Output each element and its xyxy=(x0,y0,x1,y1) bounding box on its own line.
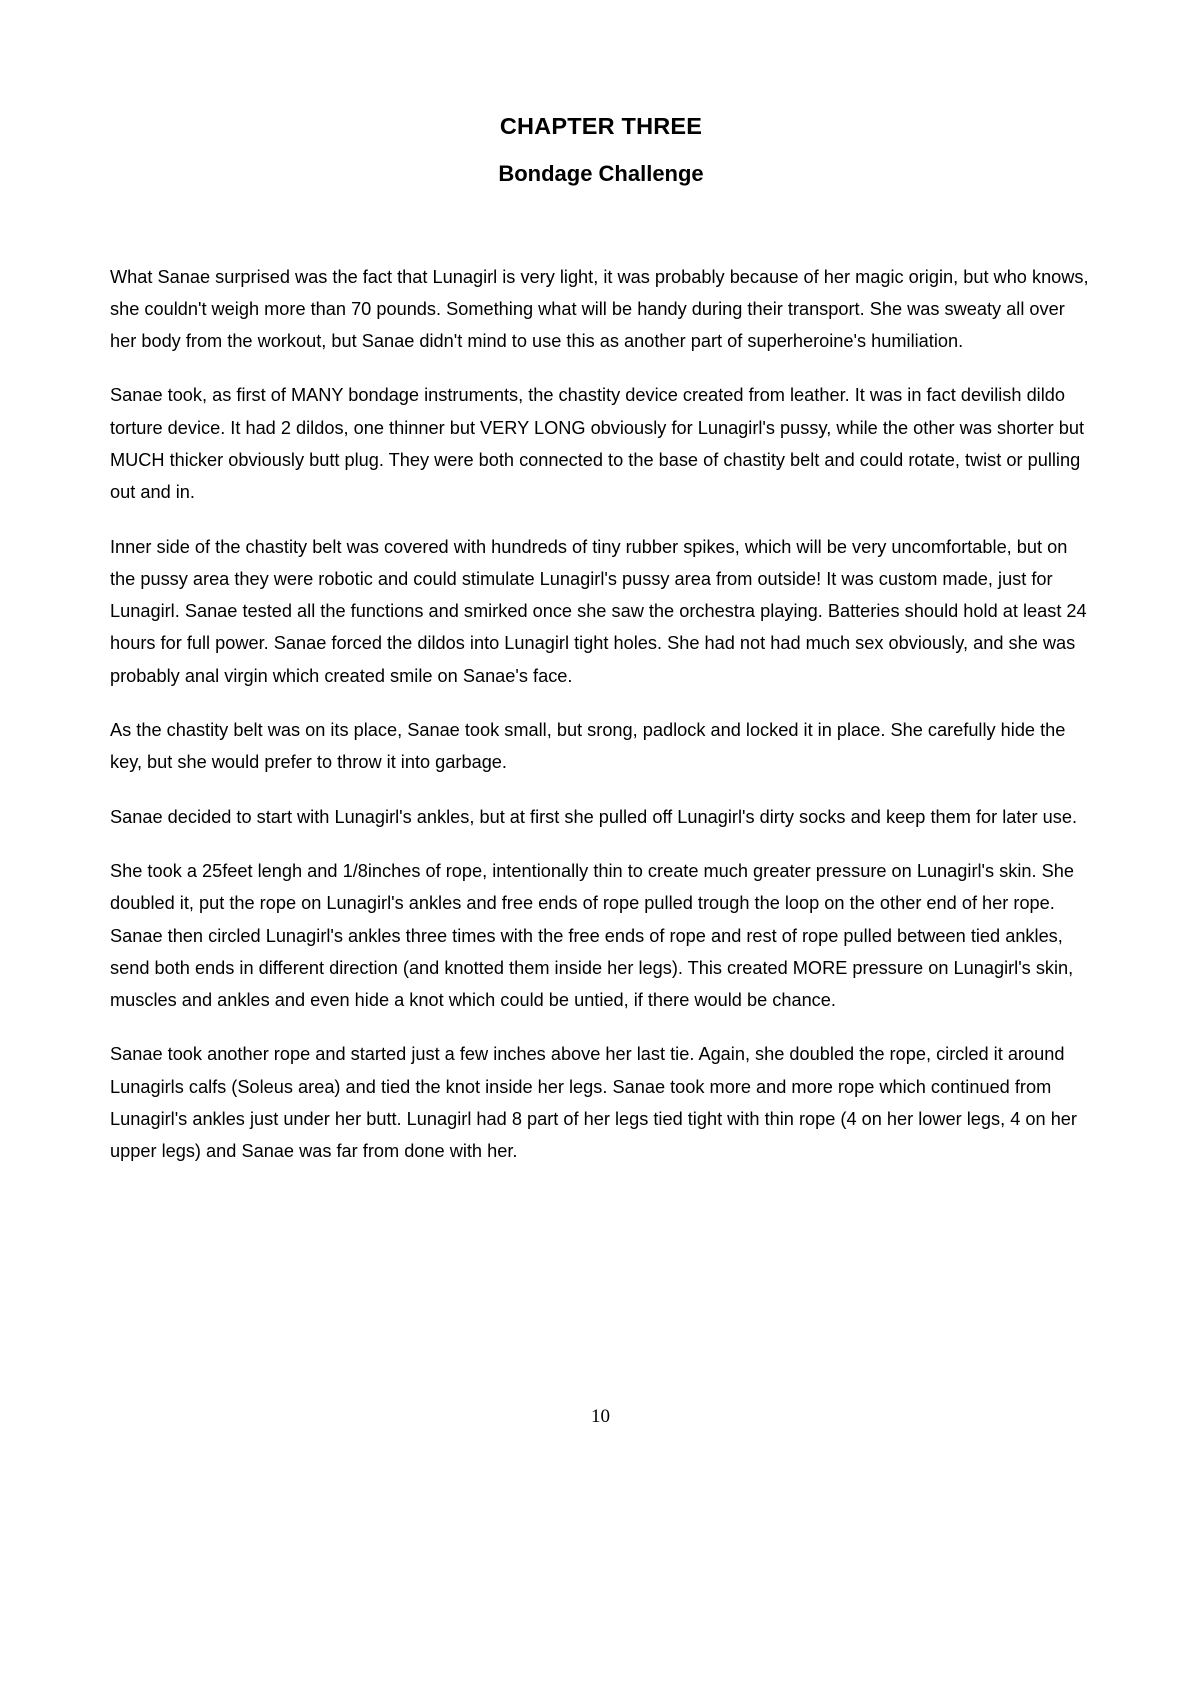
chapter-subtitle: Bondage Challenge xyxy=(498,160,704,186)
paragraph: As the chastity belt was on its place, Sanae took small, but srong, padlock and locked it in place. She carefully hide the key, but she would prefer to throw it into garbage. xyxy=(110,720,1066,773)
page-content xyxy=(110,0,1092,1168)
paragraph: Sanae decided to start with Lunagirl's ankles, but at first she pulled off Lunagirl's dirty socks and keep them for later use. xyxy=(110,806,1078,827)
paragraph: Inner side of the chastity belt was covered with hundreds of tiny rubber spikes, which will be very uncomfortable, but on the pussy area they were robotic and could stimulate Lunagirl's pussy area from outside! It was custom made, just for Lunagirl. Sanae tested all the functions and smirked once she saw the orchestra playing. Batteries should hold at least 24 hours for full power. Sanae forced the dildos into Lunagirl tight holes. She had not had much sex obviously, and she was probably anal virgin which created smile on Sanae's face. xyxy=(110,536,1087,686)
paragraph: She took a 25feet lengh and 1/8inches of rope, intentionally thin to create much greater pressure on Lunagirl's skin. She doubled it, put the rope on Lunagirl's ankles and free ends of rope pulled trough the loop on the other end of her rope. Sanae then circled Lunagirl's ankles three times with the free ends of rope and rest of rope pulled between tied ankles, send both ends in different direction (and knotted them inside her legs). This created MORE pressure on Lunagirl's skin, muscles and ankles and even hide a knot which could be untied, if there would be chance. xyxy=(110,860,1074,1011)
paragraph: What Sanae surprised was the fact that Lunagirl is very light, it was probably because of her magic origin, but who knows, she couldn't weigh more than 70 pounds. Something what will be handy during their transport. She was sweaty all over her body from the workout, but Sanae didn't mind to use this as another part of superheroine's humiliation. xyxy=(110,266,1089,352)
page-number: 10 xyxy=(591,1406,610,1427)
paragraph: Sanae took, as first of MANY bondage instruments, the chastity device created from leather. It was in fact devilish dildo torture device. It had 2 dildos, one thinner but VERY LONG obviously for Lunagirl's pussy, while the other was shorter but MUCH thicker obviously butt plug. They were both connected to the base of chastity belt and could rotate, twist or pulling out and in. xyxy=(110,385,1084,503)
chapter-heading: CHAPTER THREE xyxy=(499,113,703,139)
paragraph: Sanae took another rope and started just a few inches above her last tie. Again, she doubled the rope, circled it around Lunagirls calfs (Soleus area) and tied the knot inside her legs. Sanae took more and more rope which continued from Lunagirl's ankles just under her butt. Lunagirl had 8 part of her legs tied tight with thin rope (4 on her lower legs, 4 on her upper legs) and Sanae was far from done with her. xyxy=(110,1044,1077,1162)
body-paragraphs xyxy=(110,261,1092,1168)
